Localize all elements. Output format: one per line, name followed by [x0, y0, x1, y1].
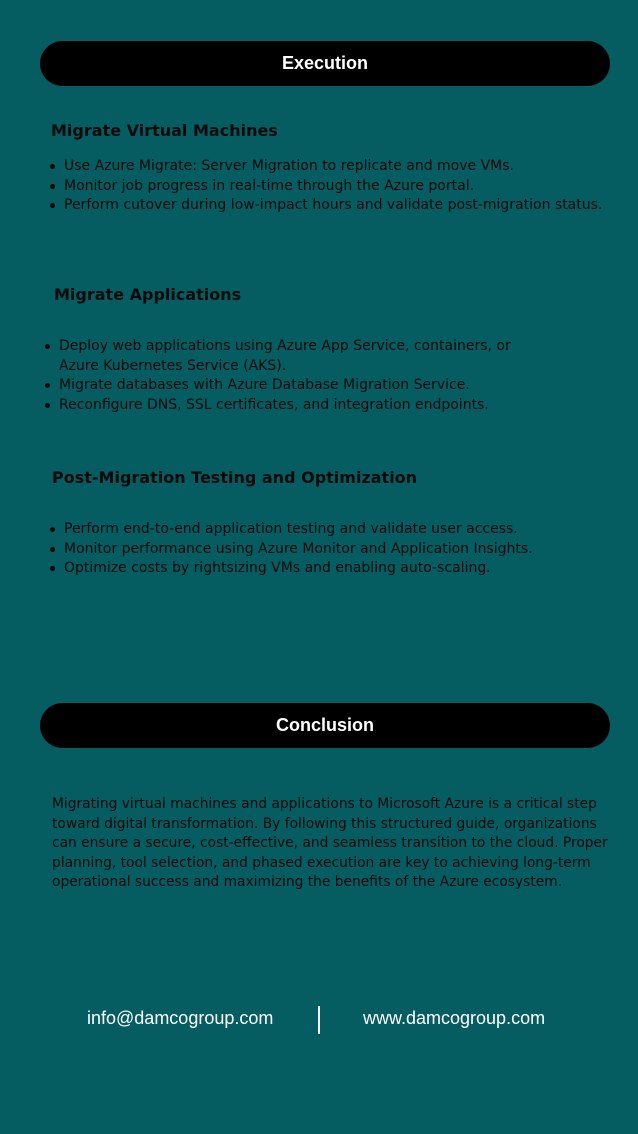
conclusion-title: Conclusion: [276, 715, 374, 735]
bullet-list-post-migration: [50, 520, 620, 579]
section-heading-migrate-apps: Migrate Applications: [54, 285, 242, 304]
footer-email-link[interactable]: info@damcogroup.com: [87, 1008, 274, 1028]
list-item: Migrate databases with Azure Database Migration Service.: [45, 376, 545, 396]
section-heading-post-migration: Post-Migration Testing and Optimization: [52, 468, 418, 487]
footer-website-link[interactable]: www.damcogroup.com: [363, 1008, 546, 1028]
footer-divider: [318, 1006, 320, 1034]
list-item: Deploy web applications using Azure App Service, containers, or Azure Kubernetes Service (AKS).: [45, 337, 545, 376]
list-item: Monitor performance using Azure Monitor and Application Insights.: [50, 540, 620, 560]
execution-header: [40, 41, 610, 86]
list-item: Perform cutover during low-impact hours and validate post-migration status.: [50, 196, 620, 216]
conclusion-paragraph: Migrating virtual machines and applications to Microsoft Azure is a critical step toward digital transformation. By following this structured guide, organizations can ensure a secure, cost-effective, and seamless transition to the cloud. Proper planning, tool selection, and phased execution are key to achieving long-term operational success and maximizing the benefits of the Azure ecosystem.: [52, 796, 608, 891]
list-item: Perform end-to-end application testing and validate user access.: [50, 520, 620, 540]
list-item: Monitor job progress in real-time through the Azure portal.: [50, 177, 620, 197]
section-heading-migrate-vms: Migrate Virtual Machines: [51, 121, 278, 140]
list-item: Optimize costs by rightsizing VMs and enabling auto-scaling.: [50, 559, 620, 579]
conclusion-header: [40, 703, 610, 748]
bullet-list-migrate-apps: [45, 337, 545, 415]
list-item: Reconfigure DNS, SSL certificates, and integration endpoints.: [45, 396, 545, 416]
bullet-list-migrate-vms: [50, 157, 620, 216]
execution-title: Execution: [281, 53, 369, 73]
list-item: Use Azure Migrate: Server Migration to replicate and move VMs.: [50, 157, 620, 177]
